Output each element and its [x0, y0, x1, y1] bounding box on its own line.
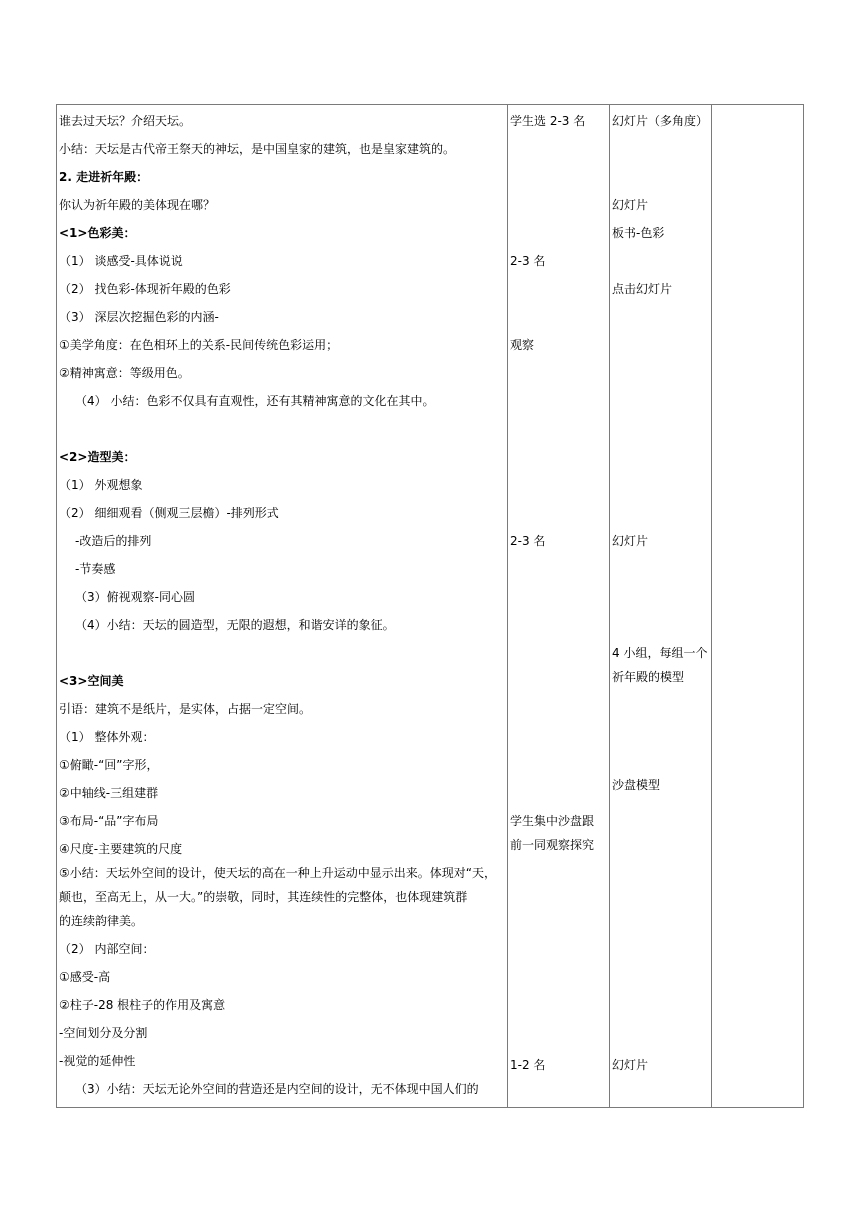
main-text-line: （2） 内部空间：	[59, 942, 155, 956]
student-text-line: 前一同观察探究	[510, 838, 595, 852]
main-text-line: 的连续韵律美。	[59, 914, 144, 928]
main-text-line: 谁去过天坛？介绍天坛。	[59, 114, 192, 128]
main-text-line: <1>色彩美：	[59, 226, 136, 240]
main-text-line: <2>造型美：	[59, 450, 136, 464]
main-text-line: <3>空间美	[59, 674, 124, 688]
media-text-line: 板书-色彩	[612, 226, 665, 240]
column-divider	[507, 105, 508, 1107]
main-text-line: ②中轴线-三组建群	[59, 786, 159, 800]
column-divider	[609, 105, 610, 1107]
main-text-line: ②精神寓意：等级用色。	[59, 366, 190, 380]
main-text-line: ④尺度-主要建筑的尺度	[59, 842, 183, 856]
media-text-line: 点击幻灯片	[612, 282, 673, 296]
main-text-line: 你认为祈年殿的美体现在哪？	[59, 198, 216, 212]
main-text-line: -改造后的排列	[75, 534, 152, 548]
main-text-line: 颠也，至高无上，从一大。”的崇敬，同时，其连续性的完整体，也体现建筑群	[59, 890, 468, 904]
student-text-line: 2-3 名	[510, 534, 546, 548]
main-text-line: ①美学角度：在色相环上的关系-民间传统色彩运用；	[59, 338, 339, 352]
media-text-line: 沙盘模型	[612, 778, 661, 792]
main-text-line: （3）俯视观察-同心圆	[75, 590, 195, 604]
main-text-line: （1） 整体外观：	[59, 730, 155, 744]
main-text-line: （3）小结：天坛无论外空间的营造还是内空间的设计，无不体现中国人们的	[75, 1082, 479, 1096]
main-text-line: （2） 找色彩-体现祈年殿的色彩	[59, 282, 231, 296]
student-text-line: 观察	[510, 338, 535, 352]
column-divider	[711, 105, 712, 1107]
main-text-line: -视觉的延伸性	[59, 1054, 136, 1068]
main-text-line: ③布局-“品”字布局	[59, 814, 159, 828]
main-text-line: （4） 小结：色彩不仅具有直观性，还有其精神寓意的文化在其中。	[75, 394, 435, 408]
main-text-line: （3） 深层次挖掘色彩的内涵-	[59, 310, 219, 324]
student-text-line: 1-2 名	[510, 1058, 546, 1072]
student-text-line: 2-3 名	[510, 254, 546, 268]
lesson-plan-table	[56, 104, 804, 1108]
main-text-line: ⑤小结：天坛外空间的设计，使天坛的高在一种上升运动中显示出来。体现对“天，	[59, 866, 496, 880]
main-text-line: 2. 走进祈年殿：	[59, 170, 149, 184]
media-text-line: 幻灯片	[612, 1058, 649, 1072]
media-text-line: 幻灯片	[612, 534, 649, 548]
main-text-line: ①俯瞰-“回”字形，	[59, 758, 159, 772]
main-text-line: ①感受-高	[59, 970, 111, 984]
student-text-line: 学生选 2-3 名	[510, 114, 586, 128]
student-text-line: 学生集中沙盘跟	[510, 814, 595, 828]
media-text-line: 幻灯片	[612, 198, 649, 212]
main-text-line: （1） 外观想象	[59, 478, 143, 492]
media-text-line: 幻灯片（多角度）	[612, 114, 709, 128]
main-text-line: （1） 谈感受-具体说说	[59, 254, 183, 268]
main-text-line: -节奏感	[75, 562, 116, 576]
main-text-line: 引语：建筑不是纸片，是实体，占据一定空间。	[59, 702, 312, 716]
main-text-line: -空间划分及分割	[59, 1026, 148, 1040]
media-text-line: 祈年殿的模型	[612, 670, 685, 684]
main-text-line: （4）小结：天坛的圆造型，无限的遐想，和谐安详的象征。	[75, 618, 395, 632]
main-text-line: （2） 细细观看（侧观三层檐）-排列形式	[59, 506, 279, 520]
media-text-line: 4 小组，每组一个	[612, 646, 708, 660]
main-text-line: 小结：天坛是古代帝王祭天的神坛，是中国皇家的建筑，也是皇家建筑的。	[59, 142, 456, 156]
main-text-line: ②柱子-28 根柱子的作用及寓意	[59, 998, 226, 1012]
